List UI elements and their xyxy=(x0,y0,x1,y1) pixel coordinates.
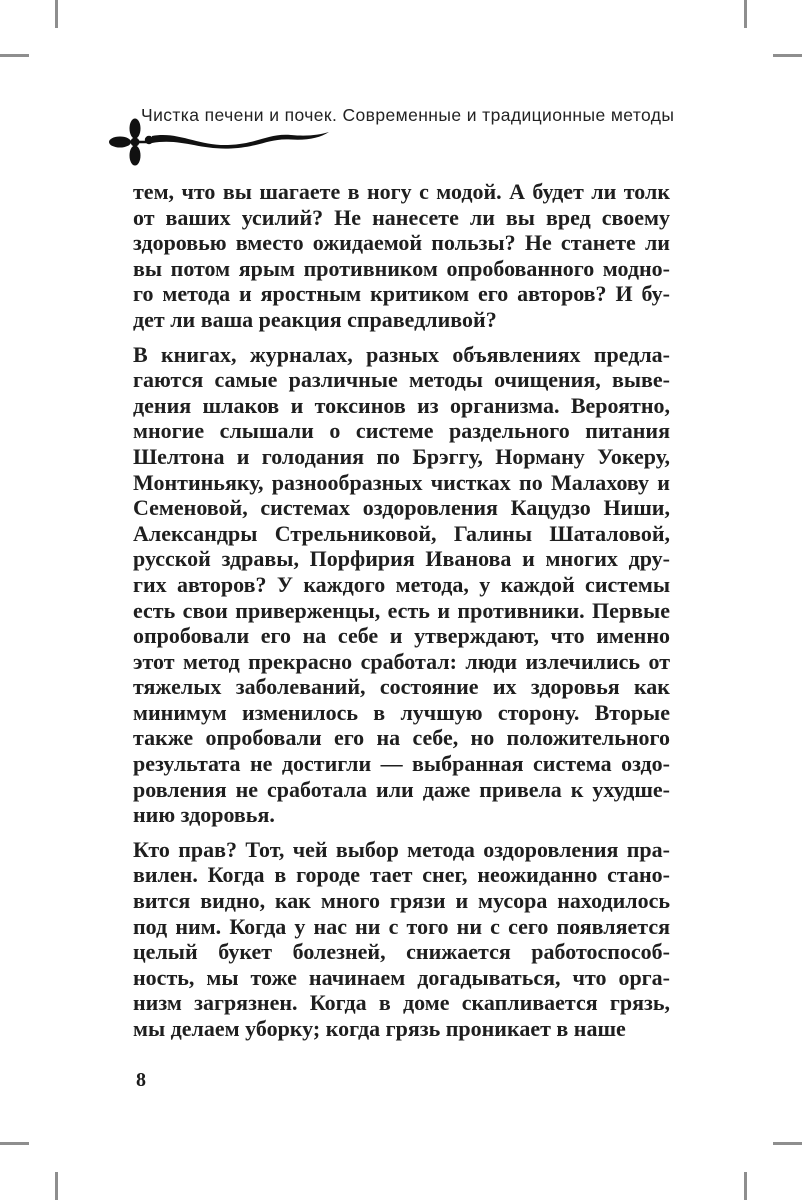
running-title: Чистка печени и почек. Современные и традиционные методы xyxy=(141,105,675,125)
text-line: гих авторов? У каждого метода, у каждой системы xyxy=(133,571,670,597)
text-line: от ваших усилий? Не нанесете ли вы вред своему xyxy=(133,204,670,230)
crop-mark-top-left-vertical xyxy=(55,0,58,28)
crop-mark-top-right-vertical xyxy=(744,0,747,28)
text-line: мы делаем уборку; когда грязь проникает в наше xyxy=(133,1016,626,1041)
text-line: многие слышали о системе раздельного питания xyxy=(133,418,670,444)
text-line: Кто прав? Тот, чей выбор метода оздоровления пра- xyxy=(133,836,670,862)
crop-mark-top-right-horizontal xyxy=(773,54,802,57)
text-line: русской здравы, Порфирия Иванова и многих дру- xyxy=(133,546,670,572)
text-line: гаются самые различные методы очищения, выве- xyxy=(133,367,670,393)
text-line: результата не достигли — выбранная система оздо- xyxy=(133,751,670,777)
paragraph xyxy=(133,179,670,333)
text-line: нию здоровья. xyxy=(133,802,275,828)
text-line: вится видно, как много грязи и мусора находилось xyxy=(133,888,670,914)
text-line: го метода и яростным критиком его авторов? И бу- xyxy=(133,281,670,307)
text-line: В книгах, журналах, разных объявлениях предла- xyxy=(133,341,670,367)
text-line: Монтиньяку, разнообразных чистках по Малахову и xyxy=(133,469,670,495)
crop-mark-top-left-horizontal xyxy=(0,54,29,57)
text-line: вилен. Когда в городе тает снег, неожиданно стано- xyxy=(133,862,670,888)
crop-mark-bottom-right-vertical xyxy=(744,1172,747,1200)
text-line: ровления не сработала или даже привела к ухудше- xyxy=(133,776,670,802)
text-line: тем, что вы шагаете в ногу с модой. А будет ли толк xyxy=(133,179,670,204)
paragraph xyxy=(133,837,670,1042)
text-line: опробовали его на себе и утверждают, что именно xyxy=(133,623,670,649)
floral-flourish-icon xyxy=(93,118,338,180)
text-line: Шелтона и голодания по Брэггу, Норману Уокеру, xyxy=(133,443,670,469)
text-line: также опробовали его на себе, но положительного xyxy=(133,725,670,751)
crop-mark-bottom-left-horizontal xyxy=(0,1142,29,1145)
text-line: Семеновой, системах оздоровления Кацудзо Ниши, xyxy=(133,495,670,521)
text-line: минимум изменилось в лучшую сторону. Вторые xyxy=(133,699,670,725)
text-line: низм загрязнен. Когда в доме скапливается грязь, xyxy=(133,990,670,1016)
text-line: есть свои приверженцы, есть и противники. Первые xyxy=(133,597,670,623)
text-line: здоровью вместо ожидаемой пользы? Не станете ли xyxy=(133,230,670,256)
text-line: целый букет болезней, снижается работоспособ- xyxy=(133,939,670,965)
crop-mark-bottom-left-vertical xyxy=(55,1172,58,1200)
body-text xyxy=(133,179,670,1042)
crop-mark-bottom-right-horizontal xyxy=(773,1142,802,1145)
text-line: дет ли ваша реакция справедливой? xyxy=(133,306,497,332)
text-line: вы потом ярым противником опробованного модно- xyxy=(133,255,670,281)
text-line: тяжелых заболеваний, состояние их здоровья как xyxy=(133,674,670,700)
text-line: дения шлаков и токсинов из организма. Вероятно, xyxy=(133,392,670,418)
text-line: ность, мы тоже начинаем догадываться, что орга- xyxy=(133,964,670,990)
page-number: 8 xyxy=(136,1069,146,1091)
text-line: под ним. Когда у нас ни с того ни с сего появляется xyxy=(133,913,670,939)
text-line: этот метод прекрасно сработал: люди излечились от xyxy=(133,648,670,674)
paragraph xyxy=(133,342,670,828)
text-line: Александры Стрельниковой, Галины Шаталовой, xyxy=(133,520,670,546)
